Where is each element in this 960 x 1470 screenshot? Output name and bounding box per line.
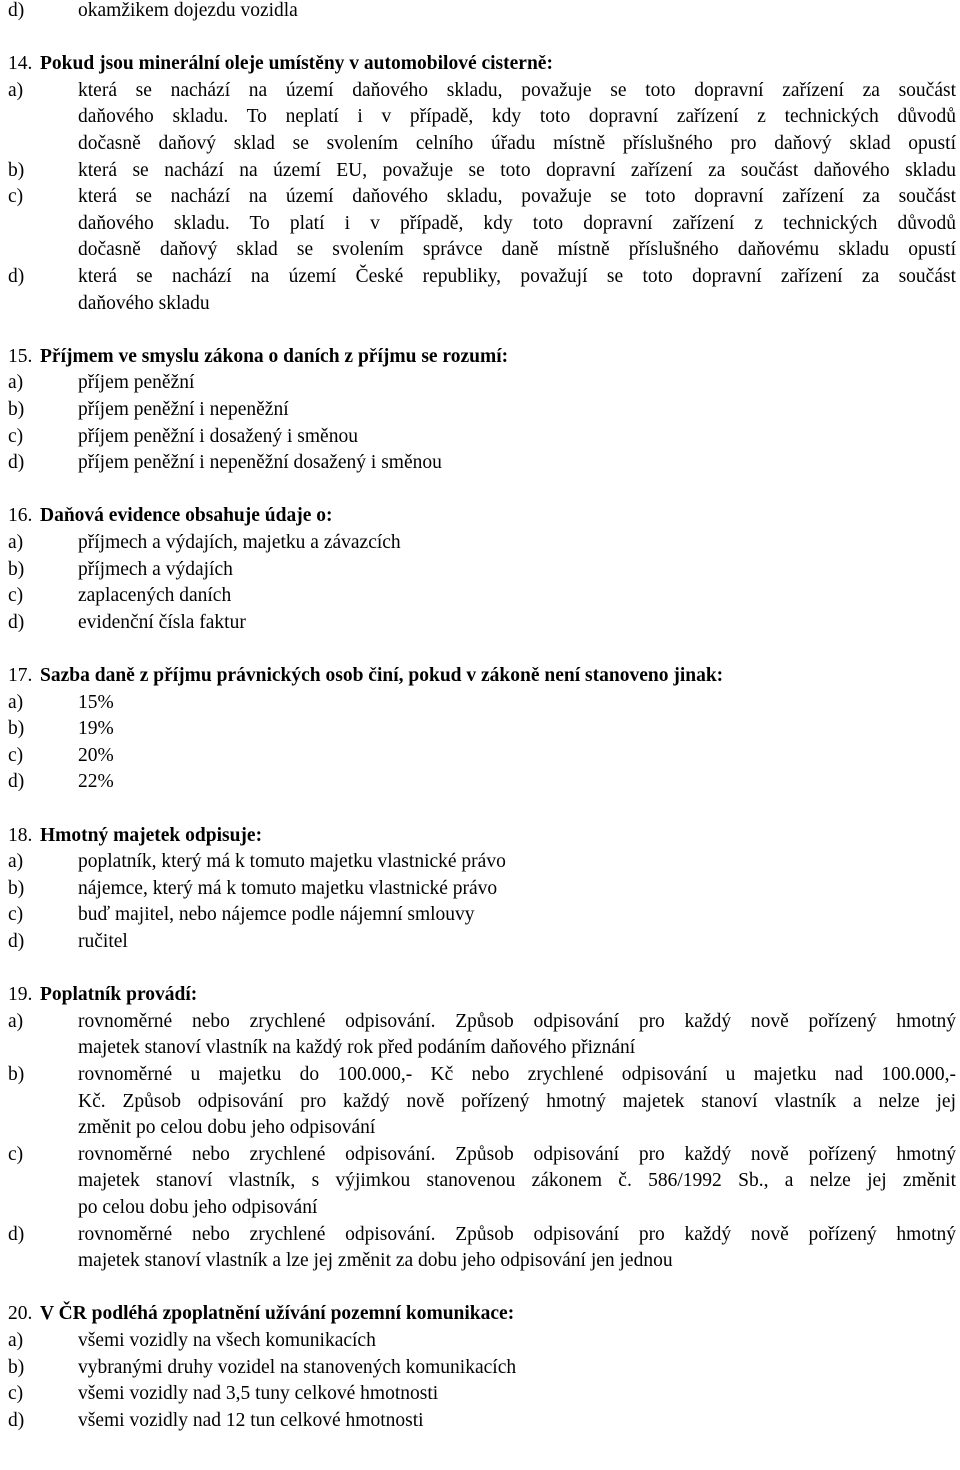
answer-option xyxy=(0,450,956,477)
answer-label: a) xyxy=(8,372,24,394)
question-number: 16. xyxy=(8,505,33,527)
answer-option xyxy=(0,610,956,637)
question-number: 17. xyxy=(8,665,33,686)
answer-continuation xyxy=(0,237,956,264)
answer-option xyxy=(0,716,956,743)
answer-label: c) xyxy=(8,1383,24,1405)
question-text: Pokud jsou minerální oleje umístěny v automobilové cisterně: xyxy=(40,53,553,75)
answer-text: 15% xyxy=(78,691,114,713)
answer-text: příjmech a výdajích, majetku a závazcích xyxy=(78,532,401,553)
answer-text: daňového skladu. To neplatí i v případě, kdy toto dopravní zařízení z technických důvodů xyxy=(78,106,956,128)
answer-text: všemi vozidly nad 12 tun celkové hmotnosti xyxy=(78,1409,424,1431)
answer-option xyxy=(0,1328,956,1355)
answer-option xyxy=(0,1142,956,1169)
answer-continuation xyxy=(0,1115,956,1142)
answer-text: všemi vozidly na všech komunikacích xyxy=(78,1330,376,1351)
answer-option xyxy=(0,902,956,929)
answer-continuation xyxy=(0,1248,956,1275)
answer-label: b) xyxy=(8,718,25,740)
answer-text: buď majitel, nebo nájemce podle nájemní smlouvy xyxy=(78,904,475,926)
answer-label: a) xyxy=(8,1330,24,1351)
answer-option xyxy=(0,264,956,291)
answer-option xyxy=(0,424,956,451)
answer-text: ručitel xyxy=(78,931,128,952)
answer-label: d) xyxy=(8,931,25,952)
question-heading xyxy=(0,823,956,850)
answer-option xyxy=(0,929,956,956)
answer-option xyxy=(0,743,956,770)
answer-option xyxy=(0,1381,956,1408)
answer-option xyxy=(0,557,956,584)
answer-label: c) xyxy=(8,904,24,926)
question-number: 19. xyxy=(8,984,33,1006)
answer-option xyxy=(0,0,956,25)
question-heading xyxy=(0,1301,956,1328)
answer-option xyxy=(0,397,956,424)
answer-option xyxy=(0,1222,956,1249)
answer-option xyxy=(0,690,956,717)
answer-option xyxy=(0,1062,956,1089)
answer-text: příjem peněžní i nepeněžní dosažený i směnou xyxy=(78,452,442,474)
answer-continuation xyxy=(0,291,956,318)
answer-text: 22% xyxy=(78,771,114,793)
question-heading xyxy=(0,51,956,78)
answer-label: d) xyxy=(8,1409,25,1431)
question-text: Sazba daně z příjmu právnických osob činí, pokud v zákoně není stanoveno jinak: xyxy=(40,665,724,686)
answer-text: dočasně daňový sklad se svolením správce daně místně příslušného daňovému skladu opustí xyxy=(78,239,956,261)
answer-label: c) xyxy=(8,186,24,208)
answer-label: a) xyxy=(8,79,24,101)
question-text: Daňová evidence obsahuje údaje o: xyxy=(40,505,333,527)
answer-option xyxy=(0,1355,956,1382)
answer-continuation xyxy=(0,1089,956,1116)
answer-text: která se nachází na území EU, považuje se toto dopravní zařízení za součást daňového skladu xyxy=(78,159,956,181)
question-heading xyxy=(0,663,956,690)
answer-text: okamžikem dojezdu vozidla xyxy=(78,0,298,21)
answer-label: a) xyxy=(8,1010,24,1032)
answer-text: poplatník, který má k tomuto majetku vlastnické právo xyxy=(78,851,506,873)
question-number: 20. xyxy=(8,1303,33,1325)
answer-label: a) xyxy=(8,851,24,873)
answer-label: c) xyxy=(8,585,24,607)
answer-text: vybranými druhy vozidel na stanovených komunikacích xyxy=(78,1356,517,1378)
answer-text: příjem peněžní i nepeněžní xyxy=(78,399,289,420)
answer-label: b) xyxy=(8,558,25,580)
answer-text: majetek stanoví vlastník, s výjimkou stanovenou zákonem č. 586/1992 Sb., a nelze jej změnit xyxy=(78,1170,956,1192)
answer-text: 19% xyxy=(78,718,114,740)
question-number: 14. xyxy=(8,53,33,75)
answer-option xyxy=(0,78,956,105)
answer-label: d) xyxy=(8,266,25,287)
answer-text: 20% xyxy=(78,744,114,766)
answer-text: příjmech a výdajích xyxy=(78,558,233,580)
answer-text: majetek stanoví vlastník a lze jej změnit za dobu jeho odpisování jen jednou xyxy=(78,1250,673,1272)
answer-text: Kč. Způsob odpisování pro každý nově pořízený hmotný majetek stanoví vlastník a nelze jej xyxy=(78,1090,956,1112)
answer-text: daňového skladu. To platí i v případě, kdy toto dopravní zařízení z technických důvodů xyxy=(78,212,956,234)
answer-text: dočasně daňový sklad se svolením celního úřadu místně příslušného pro daňový sklad opustí xyxy=(78,133,956,154)
answer-option xyxy=(0,769,956,796)
answer-option xyxy=(0,158,956,185)
answer-option xyxy=(0,184,956,211)
answer-option xyxy=(0,1009,956,1036)
answer-continuation xyxy=(0,1195,956,1222)
answer-text: příjem peněžní i dosažený i směnou xyxy=(78,425,358,447)
answer-text: rovnoměrné nebo zrychlené odpisování. Způsob odpisování pro každý nově pořízený hmotný xyxy=(78,1223,956,1245)
answer-label: b) xyxy=(8,1356,25,1378)
answer-continuation xyxy=(0,131,956,158)
answer-continuation xyxy=(0,211,956,238)
question-number: 15. xyxy=(8,345,33,367)
answer-option xyxy=(0,1408,956,1435)
answer-text: evidenční čísla faktur xyxy=(78,611,246,633)
answer-text: která se nachází na území České republiky, považují se toto dopravní zařízení za součást xyxy=(78,266,956,287)
answer-label: b) xyxy=(8,399,25,420)
answer-label: b) xyxy=(8,1064,25,1085)
answer-label: d) xyxy=(8,611,25,633)
question-heading xyxy=(0,344,956,371)
answer-option xyxy=(0,583,956,610)
question-number: 18. xyxy=(8,824,33,846)
answer-text: rovnoměrné nebo zrychlené odpisování. Způsob odpisování pro každý nově pořízený hmotný xyxy=(78,1010,956,1032)
question-text: Příjmem ve smyslu zákona o daních z příjmu se rozumí: xyxy=(40,345,509,367)
question-text: Hmotný majetek odpisuje: xyxy=(40,824,263,846)
question-text: V ČR podléhá zpoplatnění užívání pozemní komunikace: xyxy=(40,1303,515,1325)
answer-continuation xyxy=(0,1035,956,1062)
answer-option xyxy=(0,849,956,876)
answer-text: rovnoměrné nebo zrychlené odpisování. Způsob odpisování pro každý nově pořízený hmotný xyxy=(78,1143,956,1165)
answer-label: a) xyxy=(8,691,24,713)
answer-text: změnit po celou dobu jeho odpisování xyxy=(78,1117,376,1139)
answer-text: majetek stanoví vlastník na každý rok před podáním daňového přiznání xyxy=(78,1037,636,1059)
answer-label: d) xyxy=(8,1223,25,1245)
question-heading xyxy=(0,503,956,530)
answer-label: b) xyxy=(8,159,25,181)
answer-text: která se nachází na území daňového skladu, považuje se toto dopravní zařízení za součást xyxy=(78,186,956,208)
answer-text: rovnoměrné u majetku do 100.000,- Kč nebo zrychlené odpisování u majetku nad 100.000,- xyxy=(78,1064,956,1085)
answer-label: c) xyxy=(8,1143,24,1165)
answer-label: c) xyxy=(8,425,24,447)
answer-option xyxy=(0,370,956,397)
answer-text: daňového skladu xyxy=(78,292,210,314)
answer-label: c) xyxy=(8,744,24,766)
answer-label: d) xyxy=(8,452,25,474)
answer-continuation xyxy=(0,1168,956,1195)
answer-text: příjem peněžní xyxy=(78,372,195,394)
answer-text: nájemce, který má k tomuto majetku vlastnické právo xyxy=(78,877,498,899)
answer-continuation xyxy=(0,104,956,131)
answer-label: d) xyxy=(8,771,25,793)
answer-option xyxy=(0,876,956,903)
answer-label: b) xyxy=(8,877,25,899)
answer-text: která se nachází na území daňového skladu, považuje se toto dopravní zařízení za součást xyxy=(78,79,956,101)
answer-label: d) xyxy=(8,0,25,21)
question-heading xyxy=(0,982,956,1009)
question-text: Poplatník provádí: xyxy=(40,984,198,1006)
answer-text: po celou dobu jeho odpisování xyxy=(78,1197,318,1218)
answer-text: všemi vozidly nad 3,5 tuny celkové hmotnosti xyxy=(78,1383,439,1405)
answer-label: a) xyxy=(8,532,24,553)
answer-option xyxy=(0,530,956,557)
answer-text: zaplacených daních xyxy=(78,585,232,607)
